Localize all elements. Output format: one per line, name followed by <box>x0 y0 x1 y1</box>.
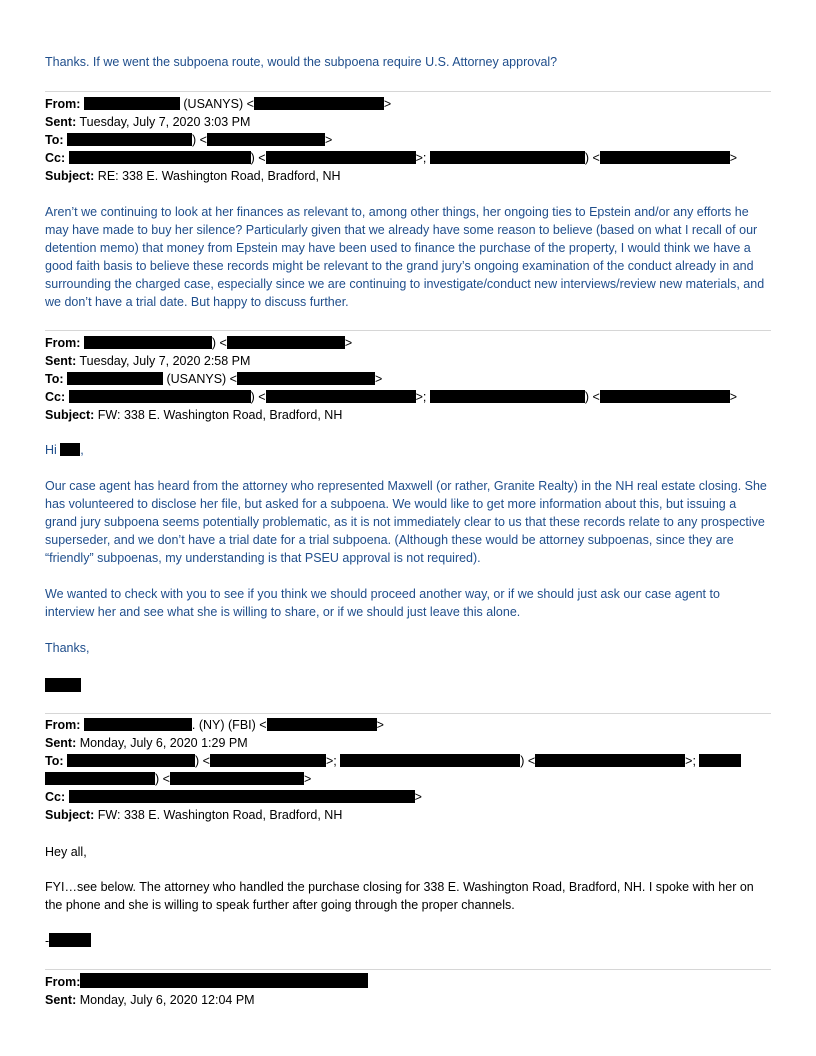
to-label: To: <box>45 133 64 147</box>
separator <box>45 969 771 970</box>
redaction <box>84 97 180 110</box>
punct: ) < <box>195 754 210 768</box>
from-label: From: <box>45 336 81 350</box>
punct: >; <box>415 151 427 165</box>
punct: ) < <box>584 151 600 165</box>
redaction <box>67 133 192 146</box>
intro-message: Thanks. If we went the subpoena route, would the subpoena require U.S. Attorney approval? <box>45 55 558 69</box>
to-org: (USANYS) < <box>163 372 237 386</box>
redaction <box>84 718 192 731</box>
from-org: (USANYS) < <box>179 97 254 111</box>
greeting-text: Hi <box>45 443 57 457</box>
punct: >; <box>325 754 337 768</box>
punct: >; <box>685 754 696 768</box>
from-label: From: <box>45 97 81 111</box>
separator <box>45 713 771 714</box>
cc-line <box>45 788 741 806</box>
to-line <box>45 131 737 149</box>
sent-label: Sent: <box>45 736 77 750</box>
to-line <box>45 752 741 770</box>
sent-line <box>45 113 737 131</box>
redaction <box>170 772 304 785</box>
punct: , <box>80 443 84 457</box>
redaction <box>266 151 416 164</box>
punct: - <box>45 934 50 948</box>
sent-date: Tuesday, July 7, 2020 2:58 PM <box>76 354 251 368</box>
redaction <box>49 933 91 947</box>
redaction <box>67 754 195 767</box>
email-header-2 <box>45 334 737 424</box>
to-line-continued <box>45 770 741 788</box>
sent-line <box>45 991 368 1009</box>
from-org: . (NY) (FBI) < <box>191 718 267 732</box>
subject-line <box>45 406 737 424</box>
redaction <box>600 151 730 164</box>
punct: ) < <box>155 772 170 786</box>
from-line <box>45 973 368 991</box>
from-line <box>45 95 737 113</box>
punct: > <box>374 372 383 386</box>
punct: >; <box>415 390 427 404</box>
sent-label: Sent: <box>45 115 77 129</box>
punct: > <box>344 336 353 350</box>
email-1-body: Aren’t we continuing to look at her finances as relevant to, among other things, her ongoing ties to Epstein and/or any efforts he may have made to buy her silence? Particularly given that we already have some reason to believe (based on what I recall of our detention memo) that money from Epstein may have been used to finance the purchase of the property, I would think we have a good faith basis to believe these records might be relevant to the grand jury’s ongoing examination of the conduct already in and surrounding the charged case, especially since we are continuing to investigate/conduct new interviews/review new materials, and we don’t have a trial date. But happy to discuss further. <box>45 205 765 309</box>
subject-label: Subject: <box>45 169 95 183</box>
email-3-body: FYI…see below. The attorney who handled the purchase closing for 338 E. Washington Road, Bradford, NH. I spoke with her on the phone and she is willing to speak further after going through the proper channels. <box>45 880 754 912</box>
punct: ) < <box>250 390 266 404</box>
sent-date: Monday, July 6, 2020 12:04 PM <box>76 993 255 1007</box>
sent-line <box>45 352 737 370</box>
email-header-3 <box>45 716 741 824</box>
subject-line <box>45 167 737 185</box>
redaction <box>60 443 80 456</box>
email-3-greeting: Hey all, <box>45 845 87 859</box>
email-2-closing: Thanks, <box>45 641 90 655</box>
subject-text: FW: 338 E. Washington Road, Bradford, NH <box>94 408 343 422</box>
signature-redaction <box>45 678 81 693</box>
redaction <box>267 718 377 731</box>
email-header-1 <box>45 95 737 185</box>
redaction <box>69 151 251 164</box>
email-2-greeting <box>45 441 84 459</box>
punct: > <box>414 790 422 804</box>
from-label: From: <box>45 975 81 989</box>
cc-line <box>45 388 737 406</box>
punct: ) < <box>520 754 536 768</box>
redaction <box>207 133 325 146</box>
redaction <box>266 390 416 403</box>
from-label: From: <box>45 718 81 732</box>
subject-line <box>45 806 741 824</box>
punct: > <box>303 772 312 786</box>
sent-label: Sent: <box>45 354 77 368</box>
subject-text: FW: 338 E. Washington Road, Bradford, NH <box>94 808 343 822</box>
redaction <box>699 754 741 767</box>
email-3-signature <box>45 932 91 950</box>
redaction <box>237 372 375 385</box>
to-line <box>45 370 737 388</box>
sent-date: Tuesday, July 7, 2020 3:03 PM <box>76 115 251 129</box>
redaction <box>45 678 81 692</box>
punct: > <box>376 718 384 732</box>
sent-date: Monday, July 6, 2020 1:29 PM <box>76 736 248 750</box>
cc-label: Cc: <box>45 390 66 404</box>
punct: ) < <box>211 336 227 350</box>
punct: > <box>383 97 392 111</box>
redaction <box>600 390 730 403</box>
redaction <box>84 336 212 349</box>
punct: ) < <box>250 151 266 165</box>
redaction <box>227 336 345 349</box>
cc-line <box>45 149 737 167</box>
redaction <box>67 372 163 385</box>
punct: > <box>729 151 738 165</box>
redaction <box>254 97 384 110</box>
punct: ) < <box>584 390 600 404</box>
from-line <box>45 334 737 352</box>
sent-label: Sent: <box>45 993 77 1007</box>
redaction <box>210 754 326 767</box>
subject-label: Subject: <box>45 808 95 822</box>
email-2-paragraph-1: Our case agent has heard from the attorney who represented Maxwell (or rather, Granite Realty) in the NH real estate closing. She has volunteered to disclose her file, but asked for a subpoena. We would like to get more information about this, but issuing a grand jury subpoena seems potentially problematic, as it is not immediately clear to us that these records relate to any prospective superseder, and we don’t have a trial date for a trial subpoena. (Although these would be attorney subpoenas, since they are “friendly” subpoenas, my understanding is that PSEU approval is not required). <box>45 479 767 565</box>
cc-label: Cc: <box>45 151 66 165</box>
email-2-paragraph-2: We wanted to check with you to see if you think we should proceed another way, or if we should just ask our case agent to interview her and see what she is willing to share, or if we should just leave this alone. <box>45 587 720 619</box>
cc-label: Cc: <box>45 790 66 804</box>
separator <box>45 330 771 331</box>
redaction <box>69 790 415 803</box>
redaction <box>80 973 368 988</box>
punct: > <box>324 133 333 147</box>
subject-text: RE: 338 E. Washington Road, Bradford, NH <box>94 169 341 183</box>
redaction <box>340 754 520 767</box>
punct: > <box>729 390 738 404</box>
redaction <box>69 390 251 403</box>
to-label: To: <box>45 372 64 386</box>
punct: ) < <box>192 133 207 147</box>
redaction <box>535 754 685 767</box>
separator <box>45 91 771 92</box>
subject-label: Subject: <box>45 408 95 422</box>
redaction <box>45 772 155 785</box>
email-header-4 <box>45 973 368 1009</box>
sent-line <box>45 734 741 752</box>
to-label: To: <box>45 754 64 768</box>
from-line <box>45 716 741 734</box>
redaction <box>430 390 585 403</box>
redaction <box>430 151 585 164</box>
